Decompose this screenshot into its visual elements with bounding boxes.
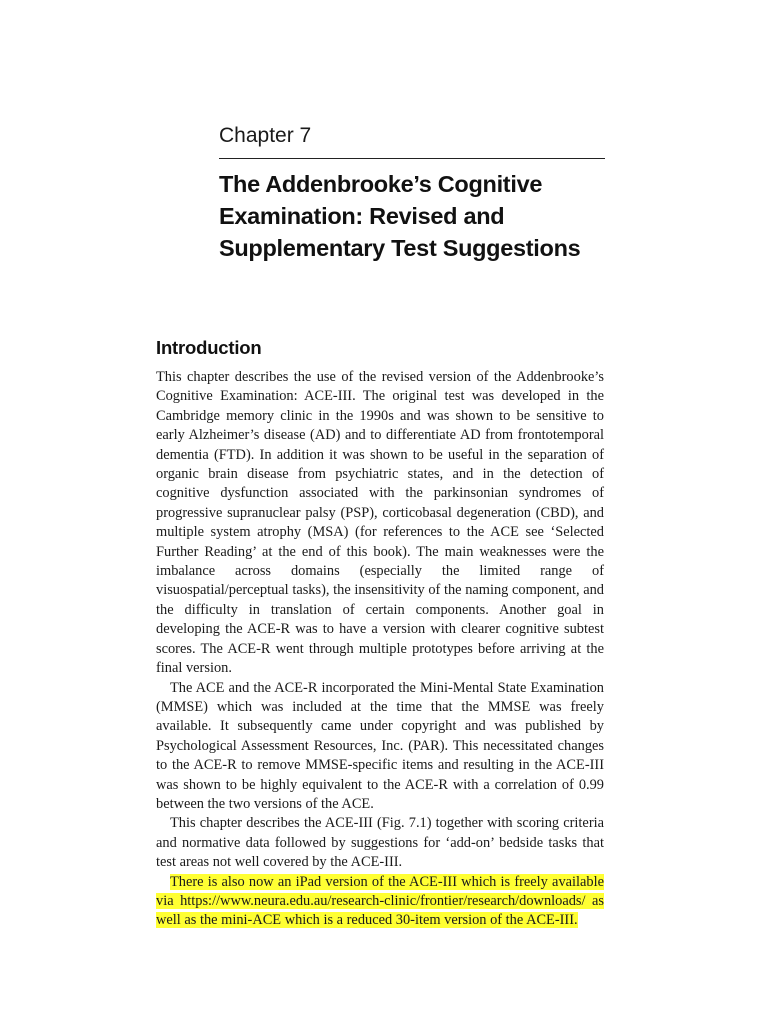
chapter-title-line: The Addenbrooke’s Cognitive [219,171,543,197]
paragraph: The ACE and the ACE-R incorporated the Mini-Mental State Examination (MMSE) which was included at the time that the MMSE was freely available. It subsequently came under copyright and was published by Psychological Assessment Resources, Inc. (PAR). This necessitated changes to the ACE-R to remove MMSE-specific items and resulting in the ACE-III was shown to be highly equivalent to the ACE-R with a correlation of 0.99 between the two versions of the ACE. [156,679,604,812]
chapter-title-line: Examination: Revised and [219,203,505,229]
chapter-title-line: Supplementary Test Suggestions [219,235,581,261]
chapter-label: Chapter 7 [219,124,312,147]
chapter-divider [219,158,605,159]
highlighted-paragraph [156,873,604,931]
body-text [156,368,604,931]
paragraph: This chapter describes the ACE-III (Fig. 7.1) together with scoring criteria and normative data followed by suggestions for ‘add-on’ bedside tasks that test areas not well covered by the ACE-III. [156,815,604,871]
highlighted-text: There is also now an iPad version of the ACE-III which is freely available via https://www.neura.edu.au/research-clinic/frontier/research/downloads/ as well as the mini-ACE which is a reduced 30-item version of the ACE-III. [156,873,604,929]
chapter-title [219,168,619,264]
section-heading: Introduction [156,337,262,358]
paragraph: This chapter describes the use of the revised version of the Addenbrooke’s Cognitive Examination: ACE-III. The original test was developed in the Cambridge memory clinic in the 1990s and was shown to be sensitive to early Alzheimer’s disease (AD) and to differentiate AD from frontotemporal dementia (FTD). In addition it was shown to be useful in the separation of organic brain disease from psychiatric states, and in the detection of cognitive dysfunction associated with the parkinsonian syndromes of progressive supranuclear palsy (PSP), corticobasal degeneration (CBD), and multiple system atrophy (MSA) (for references to the ACE see ‘Selected Further Reading’ at the end of this book). The main weaknesses were the imbalance across domains (especially the limited range of visuospatial/perceptual tasks), the insensitivity of the naming component, and the difficulty in translation of certain components. Another goal in developing the ACE-R was to have a version with clearer cognitive subtest scores. The ACE-R went through multiple prototypes before arriving at the final version. [156,369,604,677]
